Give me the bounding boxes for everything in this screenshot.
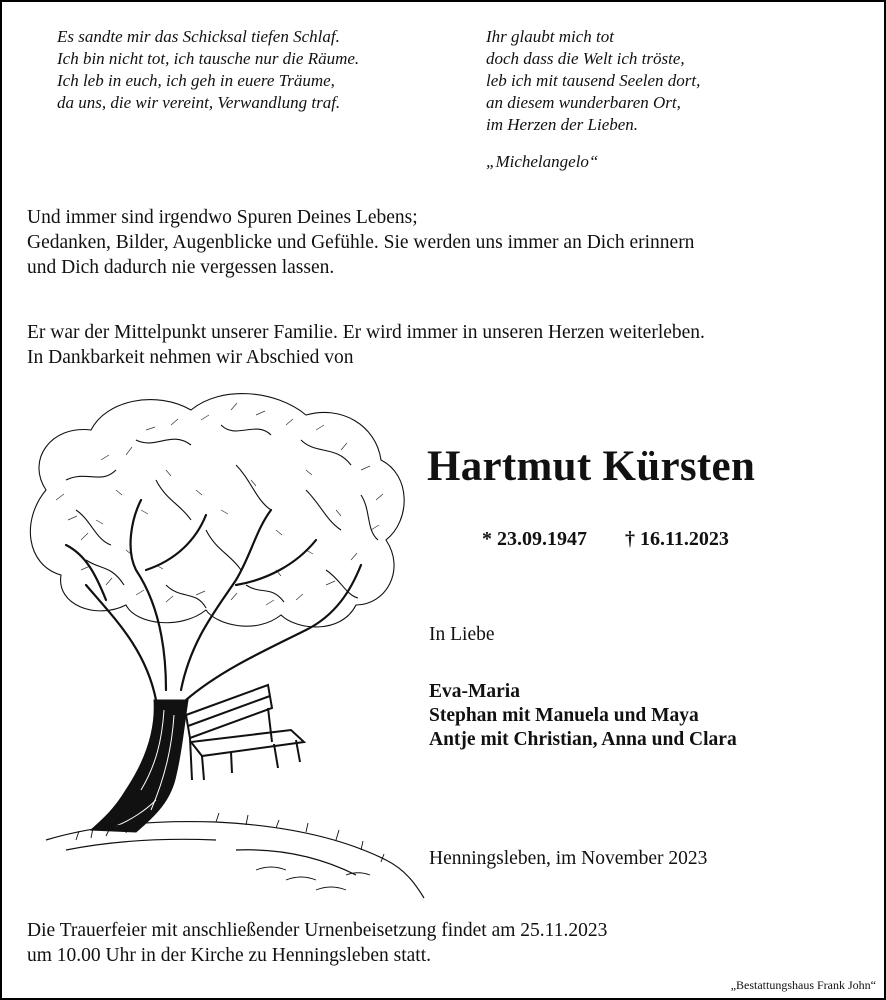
paragraph-line: Er war der Mittelpunkt unserer Familie. Er wird immer in unseren Herzen weiterleben. (27, 322, 705, 343)
deceased-name: Hartmut Kürsten (427, 443, 756, 490)
paragraph-line: und Dich dadurch nie vergessen lassen. (27, 257, 335, 278)
funeral-line: Die Trauerfeier mit anschließender Urnenbeisetzung findet am 25.11.2023 (27, 920, 608, 941)
mourner-line: Eva-Maria (429, 681, 520, 702)
funeral-line: um 10.00 Uhr in der Kirche zu Henningsleben statt. (27, 945, 431, 966)
paragraph-line: In Dankbarkeit nehmen wir Abschied von (27, 347, 354, 368)
funeral-info (27, 918, 607, 968)
in-love-label: In Liebe (429, 624, 495, 645)
poem-line: Ihr glaubt mich tot (486, 27, 614, 46)
mourner-line: Antje mit Christian, Anna und Clara (429, 729, 737, 750)
tree-branches (66, 500, 361, 700)
mourners-list (429, 680, 737, 752)
birth-date: * 23.09.1947 (482, 528, 587, 550)
poem-line: da uns, die wir vereint, Verwandlung traf. (57, 93, 341, 112)
ground-hill (46, 822, 424, 898)
poem-author: „Michelangelo“ (486, 152, 599, 171)
paragraph-family-center (27, 320, 705, 370)
mourner-line: Stephan mit Manuela und Maya (429, 705, 699, 726)
poem-left (57, 26, 359, 114)
paragraph-line: Gedanken, Bilder, Augenblicke und Gefühle. Sie werden uns immer an Dich erinnern (27, 232, 695, 253)
tree-foliage-texture (56, 403, 383, 605)
poem-line: leb ich mit tausend Seelen dort, (486, 71, 701, 90)
poem-line: Ich leb in euch, ich geh in euere Träume, (57, 71, 335, 90)
tree-with-bench-icon (6, 370, 426, 900)
poem-line: Es sandte mir das Schicksal tiefen Schlaf. (57, 27, 340, 46)
poem-line: an diesem wunderbaren Ort, (486, 93, 681, 112)
paragraph-line: Und immer sind irgendwo Spuren Deines Lebens; (27, 207, 418, 228)
place-date: Henningsleben, im November 2023 (429, 848, 708, 869)
poem-line: im Herzen der Lieben. (486, 115, 639, 134)
death-date: † 16.11.2023 (625, 528, 729, 550)
poem-right (486, 26, 700, 136)
poem-line: Ich bin nicht tot, ich tausche nur die Räume. (57, 49, 360, 68)
poem-line: doch dass die Welt ich tröste, (486, 49, 685, 68)
paragraph-traces (27, 205, 694, 280)
undertaker-credit: „Bestattungshaus Frank John“ (730, 978, 876, 992)
bench (186, 685, 304, 780)
